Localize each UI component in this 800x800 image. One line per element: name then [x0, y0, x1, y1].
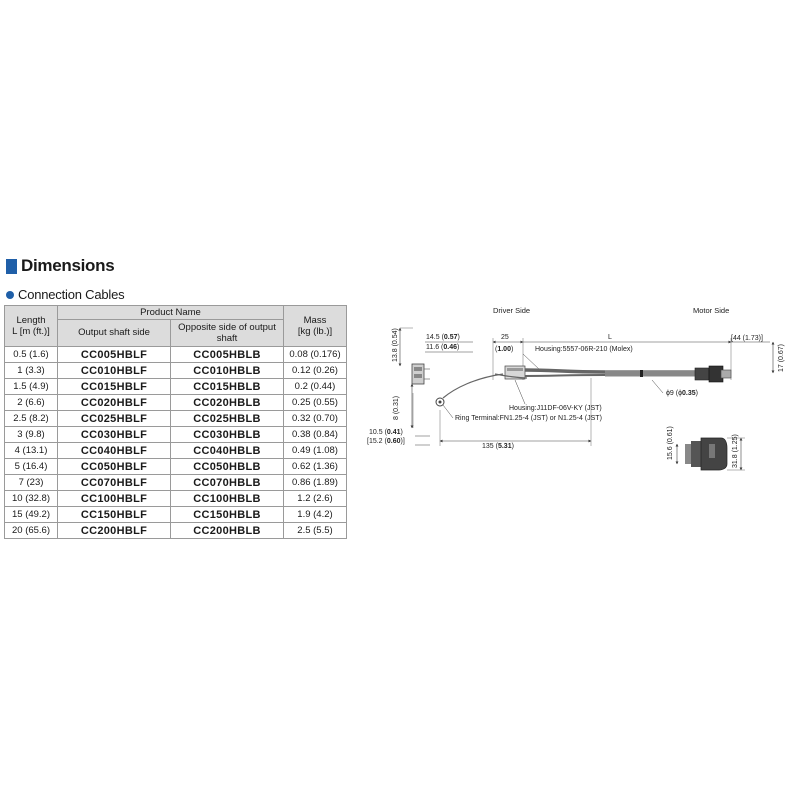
opposite-side-code-cell: CC040HBLB: [171, 443, 284, 459]
length-cell: 20 (65.6): [5, 523, 58, 539]
product-name-header: Product Name: [58, 306, 284, 320]
length-header: Length L [m (ft.)]: [5, 306, 58, 347]
mass-cell: 0.25 (0.55): [284, 395, 347, 411]
motor-connector-view: [685, 438, 727, 470]
table-row: [5, 507, 347, 523]
dim-8: 8 (0.31): [393, 395, 400, 420]
connection-cables-subheading: [6, 287, 124, 302]
mass-cell: 2.5 (5.5): [284, 523, 347, 539]
table-row: [5, 475, 347, 491]
output-shaft-code-cell: CC030HBLF: [58, 427, 171, 443]
connection-cables-subheading-text: Connection Cables: [18, 287, 125, 302]
length-cell: 4 (13.1): [5, 443, 58, 459]
mass-cell: 0.2 (0.44): [284, 379, 347, 395]
opposite-side-code-cell: CC150HBLB: [171, 507, 284, 523]
length-cell: 3 (9.8): [5, 427, 58, 443]
dim-11-6: 11.6 (0.46): [426, 344, 460, 351]
mass-cell: 0.12 (0.26): [284, 363, 347, 379]
dim-dia9: ϕ9 (ϕ0.35): [666, 390, 698, 397]
mass-cell: 0.62 (1.36): [284, 459, 347, 475]
dim-10-5: 10.5 (0.41): [369, 429, 403, 436]
dim-15-6: 15.6 (0.61): [667, 426, 674, 460]
table-row: [5, 443, 347, 459]
table-body: [5, 347, 347, 539]
mass-header: Mass [kg (lb.)]: [284, 306, 347, 347]
output-shaft-code-cell: CC150HBLF: [58, 507, 171, 523]
length-cell: 5 (16.4): [5, 459, 58, 475]
opposite-side-code-cell: CC030HBLB: [171, 427, 284, 443]
dimensions-heading-text: Dimensions: [21, 256, 115, 275]
mass-cell: 0.08 (0.176): [284, 347, 347, 363]
dim-31-8: 31.8 (1.25): [732, 434, 739, 468]
opposite-side-code-cell: CC200HBLB: [171, 523, 284, 539]
table-row: [5, 363, 347, 379]
table-row: [5, 411, 347, 427]
output-shaft-code-cell: CC010HBLF: [58, 363, 171, 379]
mass-cell: 1.9 (4.2): [284, 507, 347, 523]
dim-14-5: 14.5 (0.57): [426, 334, 460, 341]
cable-body: [495, 366, 731, 382]
housing-jst-label: Housing:J11DF-06V-KY (JST): [509, 405, 602, 412]
dim-1-00: (1.00): [495, 346, 514, 353]
connection-cables-table: [4, 305, 347, 539]
heading-square-icon: [6, 259, 17, 274]
table-row: [5, 379, 347, 395]
mass-cell: 0.49 (1.08): [284, 443, 347, 459]
length-cell: 15 (49.2): [5, 507, 58, 523]
output-shaft-code-cell: CC020HBLF: [58, 395, 171, 411]
table-row: [5, 427, 347, 443]
mass-cell: 0.86 (1.89): [284, 475, 347, 491]
opposite-side-code-cell: CC025HBLB: [171, 411, 284, 427]
dim-135: 135 (5.31): [482, 443, 514, 450]
dim-25: 25: [501, 334, 509, 341]
output-shaft-code-cell: CC040HBLF: [58, 443, 171, 459]
driver-side-label: Driver Side: [493, 306, 531, 315]
opposite-side-header: Opposite side of output shaft: [171, 320, 284, 347]
output-shaft-code-cell: CC015HBLF: [58, 379, 171, 395]
dim-13-8: 13.8 (0.54): [392, 328, 399, 362]
table-row: [5, 491, 347, 507]
opposite-side-code-cell: CC005HBLB: [171, 347, 284, 363]
housing-molex-label: Housing:5557-06R-210 (Molex): [535, 346, 633, 353]
output-shaft-code-cell: CC025HBLF: [58, 411, 171, 427]
output-shaft-code-cell: CC200HBLF: [58, 523, 171, 539]
connector-side-view: [412, 364, 430, 384]
ring-terminal-label: Ring Terminal:FN1.25-4 (JST) or N1.25-4 (JST): [455, 415, 602, 422]
output-shaft-code-cell: CC100HBLF: [58, 491, 171, 507]
dim-L: L: [608, 334, 612, 341]
mass-cell: 0.32 (0.70): [284, 411, 347, 427]
length-cell: 2 (6.6): [5, 395, 58, 411]
opposite-side-code-cell: CC070HBLB: [171, 475, 284, 491]
table-row: [5, 523, 347, 539]
output-shaft-code-cell: CC070HBLF: [58, 475, 171, 491]
dim-44: [44 (1.73)]: [731, 335, 763, 342]
table-row: [5, 459, 347, 475]
length-cell: 1 (3.3): [5, 363, 58, 379]
dim-17: 17 (0.67): [778, 343, 785, 372]
output-shaft-code-cell: CC050HBLF: [58, 459, 171, 475]
table-row: [5, 347, 347, 363]
opposite-side-code-cell: CC100HBLB: [171, 491, 284, 507]
opposite-side-code-cell: CC020HBLB: [171, 395, 284, 411]
length-cell: 1.5 (4.9): [5, 379, 58, 395]
dim-15-2: [15.2 (0.60)]: [367, 438, 405, 445]
length-cell: 7 (23): [5, 475, 58, 491]
dimensions-heading: [6, 256, 114, 276]
mass-cell: 0.38 (0.84): [284, 427, 347, 443]
output-shaft-code-cell: CC005HBLF: [58, 347, 171, 363]
output-shaft-side-header: Output shaft side: [58, 320, 171, 347]
cable-dimension-drawing: [355, 298, 795, 478]
opposite-side-code-cell: CC050HBLB: [171, 459, 284, 475]
length-cell: 10 (32.8): [5, 491, 58, 507]
table-row: [5, 395, 347, 411]
opposite-side-code-cell: CC010HBLB: [171, 363, 284, 379]
motor-side-label: Motor Side: [693, 306, 730, 315]
mass-cell: 1.2 (2.6): [284, 491, 347, 507]
opposite-side-code-cell: CC015HBLB: [171, 379, 284, 395]
length-cell: 2.5 (8.2): [5, 411, 58, 427]
length-cell: 0.5 (1.6): [5, 347, 58, 363]
bullet-dot-icon: [6, 291, 14, 299]
